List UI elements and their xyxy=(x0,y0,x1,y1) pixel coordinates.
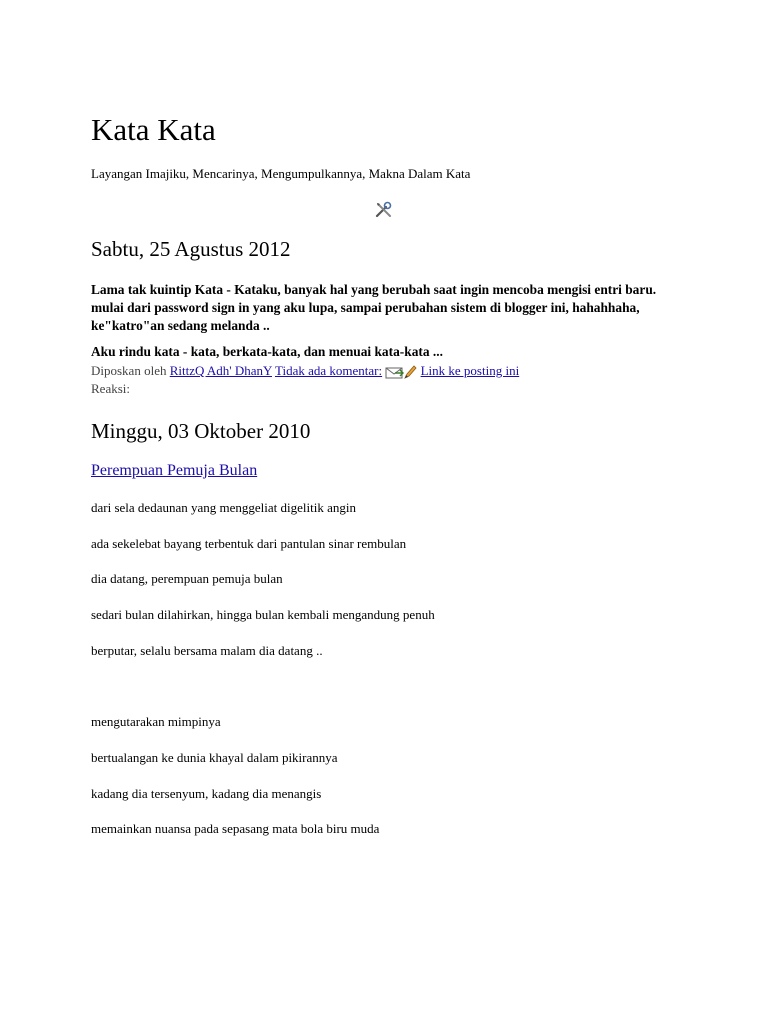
blog-description: Layangan Imajiku, Mencarinya, Mengumpulkannya, Makna Dalam Kata xyxy=(91,166,471,181)
poem-line: ada sekelebat bayang terbentuk dari pantulan sinar rembulan xyxy=(91,536,407,551)
reactions-label: Reaksi: xyxy=(91,381,130,396)
tools-icon[interactable] xyxy=(374,200,394,220)
post-body xyxy=(91,281,681,335)
blog-title[interactable]: Kata Kata xyxy=(91,112,216,147)
poem-line: sedari bulan dilahirkan, hingga bulan kembali mengandung penuh xyxy=(91,607,435,622)
post-title-link[interactable]: Perempuan Pemuja Bulan xyxy=(91,462,258,479)
post-footer xyxy=(91,362,519,380)
poem-line: dari sela dedaunan yang menggeliat digelitik angin xyxy=(91,500,356,515)
email-share-icon[interactable] xyxy=(385,364,417,380)
posted-by-label: Diposkan oleh xyxy=(91,363,167,378)
date-header: Minggu, 03 Oktober 2010 xyxy=(91,419,311,443)
poem-line: kadang dia tersenyum, kadang dia menangis xyxy=(91,786,322,801)
poem-line: dia datang, perempuan pemuja bulan xyxy=(91,571,283,586)
poem-line: berputar, selalu bersama malam dia datang .. xyxy=(91,643,323,658)
poem-line: memainkan nuansa pada sepasang mata bola biru muda xyxy=(91,821,380,836)
post-permalink[interactable]: Link ke posting ini xyxy=(420,363,520,378)
post-body-text: Lama tak kuintip Kata - Kataku, banyak hal yang berubah saat ingin mencoba mengisi entri baru. mulai dari password sign in yang aku lupa, sampai perubahan sistem di blogger ini, hahahhaha, ke"katro"an sedang melanda .. xyxy=(91,282,657,333)
poem-line: bertualangan ke dunia khayal dalam pikirannya xyxy=(91,750,338,765)
author-link[interactable]: RittzQ Adh' DhanY xyxy=(169,363,272,378)
date-header: Sabtu, 25 Agustus 2012 xyxy=(91,237,291,261)
comments-link[interactable]: Tidak ada komentar: xyxy=(274,363,383,378)
post-body-extra: Aku rindu kata - kata, berkata-kata, dan menuai kata-kata ... xyxy=(91,344,443,359)
poem-line: mengutarakan mimpinya xyxy=(91,714,221,729)
